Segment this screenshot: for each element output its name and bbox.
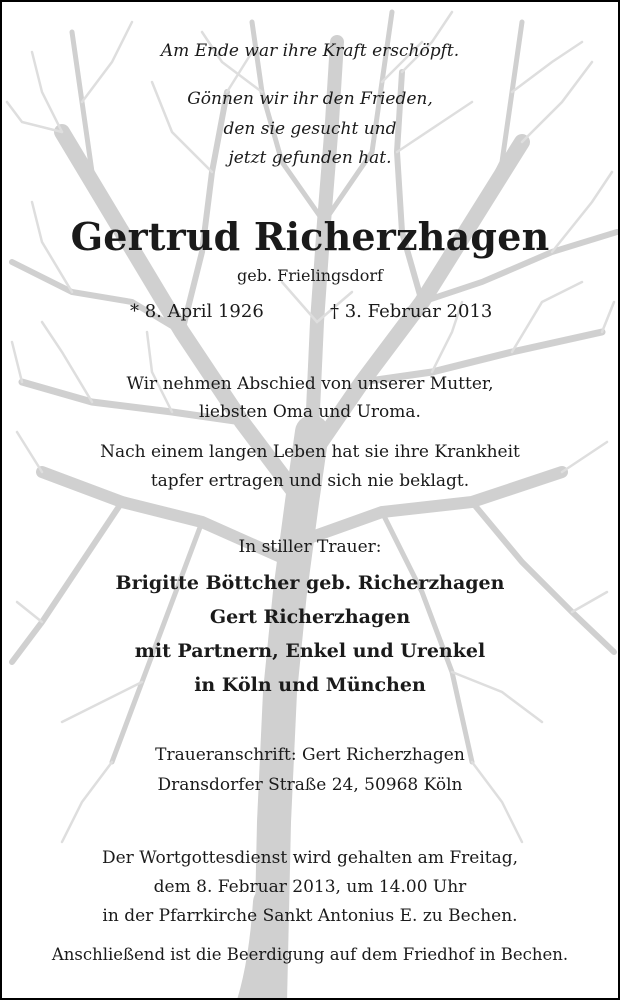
service-line-4: Anschließend ist die Beerdigung auf dem Friedhof in Bechen. (51, 945, 569, 964)
mourning-intro: In stiller Trauer: (238, 537, 382, 557)
mourner-name: Gert Richerzhagen (209, 606, 411, 628)
service-line-3: in der Pfarrkirche Sankt Antonius E. zu Bechen. (102, 906, 518, 926)
farewell-line-4: tapfer ertragen und sich nie beklagt. (150, 471, 470, 491)
poem-line-4: jetzt gefunden hat. (228, 148, 392, 168)
poem-line-3: den sie gesucht und (223, 119, 397, 139)
mourner-name: mit Partnern, Enkel und Urenkel (134, 640, 486, 662)
farewell-line-1: Wir nehmen Abschied von unserer Mutter, (126, 374, 494, 394)
mourner-name: Brigitte Böttcher geb. Richerzhagen (115, 572, 505, 594)
deceased-name: Gertrud Richerzhagen (70, 214, 550, 259)
service-line-2: dem 8. Februar 2013, um 14.00 Uhr (153, 877, 467, 897)
poem-line-1: Am Ende war ihre Kraft erschöpft. (160, 41, 460, 61)
address-line-1: Traueranschrift: Gert Richerzhagen (155, 745, 465, 765)
mourner-name: in Köln und München (194, 674, 426, 696)
birth-date: * 8. April 1926 (130, 301, 264, 322)
address-line-2: Dransdorfer Straße 24, 50968 Köln (157, 775, 463, 795)
farewell-line-2: liebsten Oma und Uroma. (199, 402, 421, 422)
service-line-1: Der Wortgottesdienst wird gehalten am Freitag, (101, 848, 519, 868)
death-date: † 3. Februar 2013 (330, 301, 493, 322)
farewell-line-3: Nach einem langen Leben hat sie ihre Krankheit (100, 442, 520, 462)
poem-line-2: Gönnen wir ihr den Frieden, (187, 89, 433, 109)
maiden-name: geb. Frielingsdorf (237, 266, 383, 285)
